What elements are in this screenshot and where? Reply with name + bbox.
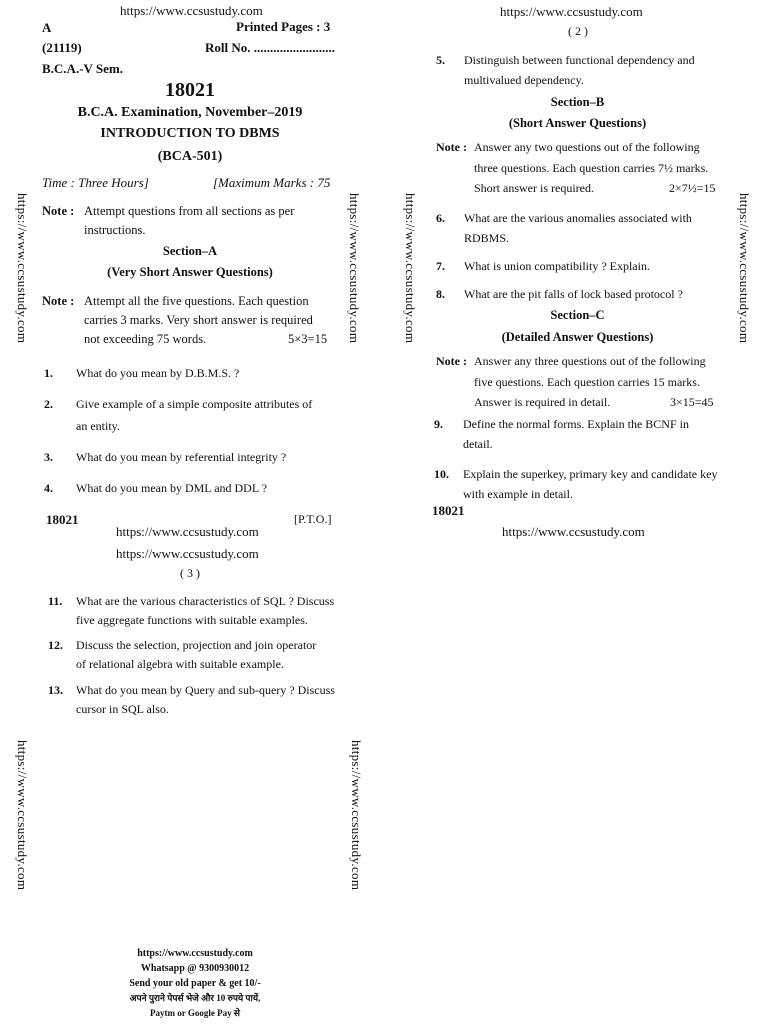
question-text: What do you mean by D.B.M.S. ?: [76, 366, 240, 380]
note-label: Note :: [42, 204, 75, 218]
question-number: 6.: [436, 211, 445, 225]
promo-offer: Send your old paper & get 10/-: [129, 978, 261, 989]
note-line-2: instructions.: [84, 223, 146, 237]
question-text: Distinguish between functional dependency and: [464, 53, 695, 67]
note-label: Note :: [42, 294, 75, 308]
question-text: Define the normal forms. Explain the BCNF in: [463, 417, 689, 431]
section-b-title: Section–B: [550, 95, 605, 109]
question-text-2: with example in detail.: [463, 487, 573, 501]
note-line-1: Attempt questions from all sections as per: [84, 204, 295, 218]
note-line-2: three questions. Each question carries 7½ marks.: [474, 161, 709, 175]
question-text: What do you mean by Query and sub-query ? Discuss: [76, 683, 335, 697]
question-text: What is union compatibility ? Explain.: [464, 259, 650, 273]
promo-whatsapp: Whatsapp @ 9300930012: [140, 963, 250, 974]
question-text: What are the various anomalies associated with: [464, 211, 692, 225]
printed-pages: Printed Pages : 3: [236, 19, 331, 34]
question-text-2: multivalued dependency.: [464, 73, 584, 87]
watermark-center-right-top: https://www.ccsustudy.com: [403, 193, 418, 344]
question-text: Discuss the selection, projection and join operator: [76, 638, 317, 652]
question-10: [434, 464, 734, 504]
question-text: What do you mean by referential integrity ?: [76, 450, 287, 464]
section-a-title: Section–A: [162, 244, 218, 258]
promo-url: https://www.ccsustudy.com: [137, 948, 253, 959]
question-text-2: an entity.: [76, 419, 120, 433]
note-label: Note :: [436, 140, 467, 154]
subject-code: (BCA-501): [157, 149, 223, 164]
page1-url-top: https://www.ccsustudy.com: [120, 3, 263, 18]
question-number: 3.: [44, 450, 53, 464]
question-text-2: RDBMS.: [464, 231, 510, 245]
watermark-left-top: https://www.ccsustudy.com: [15, 193, 30, 344]
question-text-2: detail.: [463, 437, 493, 451]
section-a-subtitle: (Very Short Answer Questions): [107, 265, 273, 279]
note-line-1: Attempt all the five questions. Each question: [84, 294, 309, 308]
pto-label: [P.T.O.]: [294, 512, 332, 526]
question-number: 2.: [44, 397, 53, 411]
question-number: 4.: [44, 481, 53, 495]
watermark-left-bottom: https://www.ccsustudy.com: [15, 740, 30, 891]
note-line-3: Answer is required in detail.: [474, 395, 611, 409]
question-text: What do you mean by DML and DDL ?: [76, 481, 268, 495]
question-11: [48, 591, 348, 631]
class-label: B.C.A.-V Sem.: [42, 61, 124, 76]
question-number: 1.: [44, 366, 53, 380]
note-line-1: Answer any two questions out of the following: [474, 140, 700, 154]
question-7: [436, 256, 736, 276]
question-number: 7.: [436, 259, 445, 273]
question-8: [436, 284, 736, 304]
question-number: 9.: [434, 417, 443, 431]
section-c-note: [436, 352, 736, 409]
question-3: [44, 447, 339, 467]
question-6: [436, 208, 736, 248]
question-number: 10.: [434, 467, 449, 481]
page1-url-bottom: https://www.ccsustudy.com: [116, 524, 259, 539]
question-2: [44, 394, 339, 434]
watermark-center-left-top: https://www.ccsustudy.com: [347, 193, 362, 344]
subject-title: INTRODUCTION TO DBMS: [100, 126, 280, 141]
question-12: [48, 635, 348, 675]
question-text-2: cursor in SQL also.: [76, 702, 169, 716]
paper-set: A: [42, 20, 52, 35]
question-text-2: five aggregate functions with suitable examples.: [76, 613, 308, 627]
question-number: 5.: [436, 53, 445, 67]
question-number: 11.: [48, 594, 63, 608]
watermark-center-bottom: https://www.ccsustudy.com: [349, 740, 364, 891]
question-9: [434, 414, 734, 454]
question-text: What are the pit falls of lock based protocol ?: [464, 287, 683, 301]
section-c-subtitle: (Detailed Answer Questions): [501, 330, 654, 344]
note-line-2: five questions. Each question carries 15 marks.: [474, 375, 700, 389]
general-note: [42, 202, 337, 237]
note-line-2: carries 3 marks. Very short answer is required: [84, 313, 313, 327]
promo-footer: [100, 946, 290, 1021]
note-label: Note :: [436, 354, 467, 368]
page2-number: ( 2 ): [568, 24, 588, 38]
max-marks: [Maximum Marks : 75: [213, 175, 331, 190]
roll-no: Roll No. .........................: [205, 40, 335, 55]
note-line-3: Short answer is required.: [474, 181, 594, 195]
question-5: [436, 50, 736, 90]
question-text: What are the various characteristics of SQL ? Discuss: [76, 594, 335, 608]
question-text: Give example of a simple composite attributes of: [76, 397, 313, 411]
question-text-2: of relational algebra with suitable example.: [76, 657, 284, 671]
note-line-1: Answer any three questions out of the following: [474, 354, 706, 368]
section-b-subtitle: (Short Answer Questions): [508, 116, 647, 130]
note-line-3: not exceeding 75 words.: [84, 332, 207, 346]
exam-title: B.C.A. Examination, November–2019: [77, 105, 303, 120]
page2-footer-code: 18021: [432, 503, 465, 518]
page1-footer-code: 18021: [46, 512, 79, 527]
promo-payment: Paytm or Google Pay से: [150, 1008, 240, 1018]
note-marks: 5×3=15: [288, 332, 328, 346]
question-number: 12.: [48, 638, 63, 652]
section-a-note: [42, 292, 337, 346]
question-number: 8.: [436, 287, 445, 301]
paper-code: (21119): [42, 40, 82, 55]
page2-url-bottom: https://www.ccsustudy.com: [502, 524, 645, 539]
time-label: Time : Three Hours]: [42, 175, 149, 190]
question-13: [48, 680, 348, 720]
question-1: [44, 363, 339, 383]
paper-number: 18021: [165, 79, 215, 101]
question-text: Explain the superkey, primary key and candidate key: [463, 467, 718, 481]
section-c-title: Section–C: [550, 308, 605, 322]
page3-number: ( 3 ): [180, 566, 200, 580]
watermark-right-top: https://www.ccsustudy.com: [737, 193, 752, 344]
note-marks: 3×15=45: [670, 395, 714, 409]
note-marks: 2×7½=15: [669, 181, 716, 195]
section-b-note: [436, 138, 736, 195]
page2-url-top: https://www.ccsustudy.com: [500, 4, 643, 19]
page3-url-top: https://www.ccsustudy.com: [116, 546, 259, 561]
question-4: [44, 478, 339, 498]
question-number: 13.: [48, 683, 63, 697]
promo-offer-hindi: अपने पुराने पेपर्स भेजे और 10 रुपये पायें,: [129, 993, 261, 1003]
